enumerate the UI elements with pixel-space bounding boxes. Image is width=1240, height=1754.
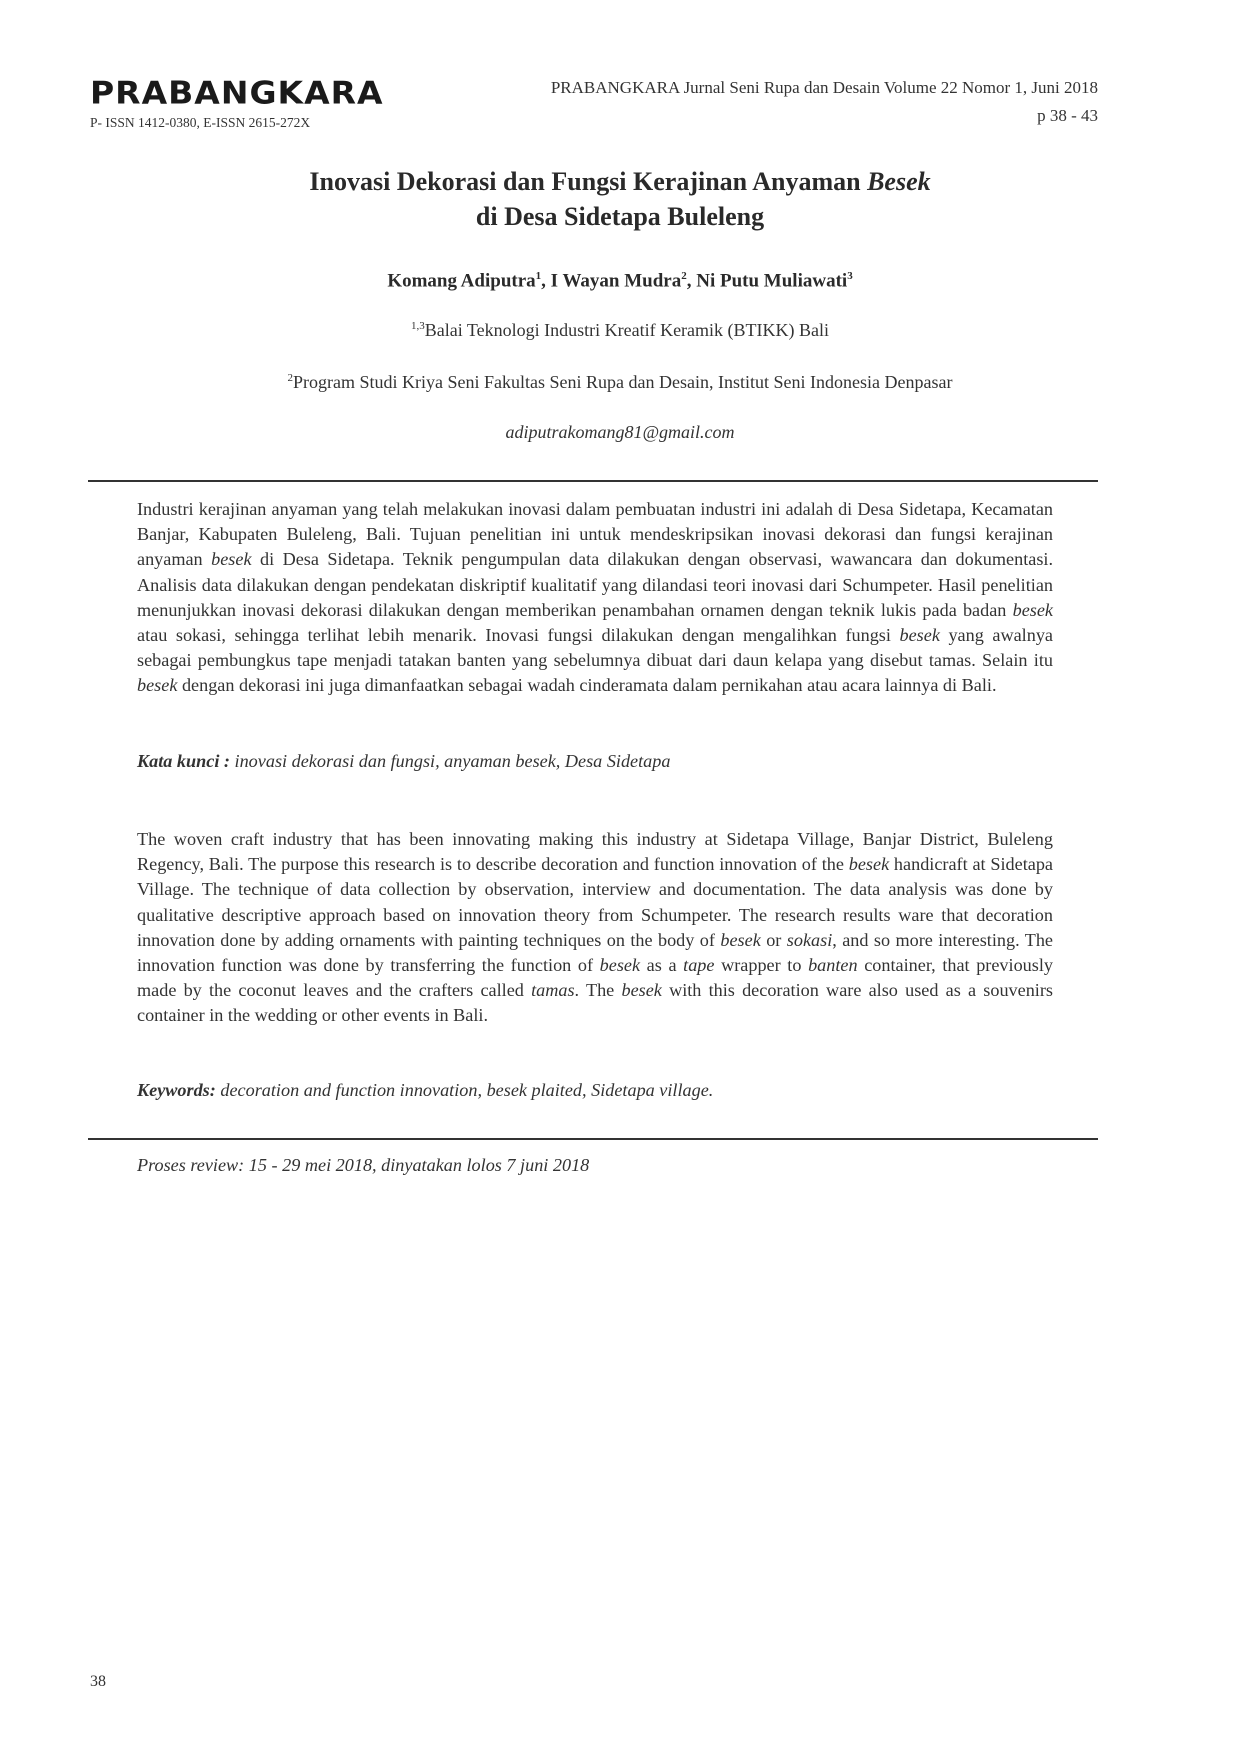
affiliation-2-text: Program Studi Kriya Seni Fakultas Seni Rupa dan Desain, Institut Seni Indonesia Denpasar (293, 372, 953, 392)
divider-bottom (88, 1138, 1098, 1140)
author-affiliation-mark: 3 (847, 270, 853, 282)
title-line-1-text: Inovasi Dekorasi dan Fungsi Kerajinan Anyaman (309, 167, 868, 196)
abstract-id-text: Industri kerajinan anyaman yang telah melakukan inovasi dalam pembuatan industri ini adalah di Desa Sidetapa, Kecamatan Banjar, Kabupaten Buleleng, Bali. Tujuan penelitian ini untuk mendeskripsikan inovasi dekorasi dan fungsi kerajinan anyaman (137, 499, 1053, 570)
abstract-en-text: wrapper to (714, 955, 809, 976)
abstract-en-italic: besek (720, 929, 761, 950)
title-line-1 (0, 164, 1240, 199)
author-list (0, 270, 1240, 292)
corresponding-email: adiputrakomang81@gmail.com (505, 422, 735, 442)
abstract-id-italic: besek (211, 549, 252, 570)
keywords-en-text: decoration and function innovation, besek plaited, Sidetapa village. (215, 1080, 714, 1100)
abstract-en-italic: banten (808, 955, 858, 976)
journal-info (551, 74, 1098, 130)
abstract-en-italic: sokasi (786, 929, 833, 950)
keywords-english (137, 1080, 1053, 1101)
keywords-id-label: Kata kunci : (137, 751, 230, 771)
abstract-id-italic: besek (137, 675, 178, 696)
divider-top (88, 480, 1098, 482)
page-range: p 38 - 43 (1037, 106, 1098, 125)
abstract-en-text: with this decoration ware also used as a souvenirs container in the wedding or other events in Bali. (137, 980, 1053, 1026)
issn-line: P- ISSN 1412-0380, E-ISSN 2615-272X (90, 115, 311, 130)
affiliation-1-mark: 1,3 (410, 320, 425, 332)
author-affiliation-mark: 1 (535, 270, 542, 282)
abstract-id-text: atau sokasi, sehingga terlihat lebih menarik. Inovasi fungsi dilakukan dengan mengalihkan fungsi (137, 625, 900, 646)
review-note: Proses review: 15 - 29 mei 2018, dinyatakan lolos 7 juni 2018 (137, 1155, 590, 1175)
abstract-en-text: The woven craft industry that has been innovating making this industry at Sidetapa Village, Banjar District, Buleleng Regency, Bali. The purpose this research is to describe decoration and function innovation of the (137, 829, 1053, 875)
keywords-id-text: inovasi dekorasi dan fungsi, anyaman besek, Desa Sidetapa (229, 751, 671, 771)
affiliation-1 (0, 320, 1240, 341)
author-name: Ni Putu Muliawati (696, 270, 848, 292)
abstract-indonesian (137, 497, 1053, 699)
abstract-en-text: , and so more interesting. The innovation function was done by transferring the function of (137, 929, 1053, 976)
journal-logo: PRABANGKARA (90, 73, 384, 112)
abstract-en-text: handicraft at Sidetapa Village. The technique of data collection by observation, interview and documentation. The data analysis was done by qualitative descriptive approach based on innovation theory from Schumpeter. The research results ware that decoration innovation done by adding ornaments with painting techniques on the body of (137, 854, 1053, 950)
abstract-id-italic: besek (899, 625, 940, 646)
abstract-en-text: container, that previously made by the coconut leaves and the crafters called (137, 955, 1053, 1001)
abstract-id-text: di Desa Sidetapa. Teknik pengumpulan data dilakukan dengan observasi, wawancara dan dokumentasi. Analisis data dilakukan dengan pendekatan diskriptif kualitatif yang dilandasi teori inovasi dari Schumpeter. Hasil penelitian menunjukkan inovasi dekorasi dilakukan dengan memberikan penambahan ornamen dengan teknik lukis pada badan (137, 549, 1053, 620)
abstract-en-italic: besek (848, 854, 890, 875)
abstract-en-italic: besek (621, 980, 662, 1001)
abstract-en-text: as a (640, 955, 684, 976)
abstract-id-italic: besek (1012, 599, 1053, 620)
abstract-en-italic: tamas (531, 980, 575, 1001)
author-name: I Wayan Mudra (550, 270, 682, 292)
affiliation-2-mark: 2 (287, 372, 294, 384)
author-name: Komang Adiputra (387, 270, 536, 292)
author-separator: , (541, 270, 551, 292)
abstract-en-text: . The (574, 980, 622, 1001)
abstract-en-text: or (760, 929, 787, 950)
abstract-en-italic: besek (599, 955, 641, 976)
author-separator: , (686, 270, 697, 292)
journal-citation: PRABANGKARA Jurnal Seni Rupa dan Desain Volume 22 Nomor 1, Juni 2018 (550, 78, 1098, 97)
abstract-id-text: dengan dekorasi ini juga dimanfaatkan sebagai wadah cinderamata dalam pernikahan atau acara lainnya di Bali. (177, 675, 997, 696)
title-line-2: di Desa Sidetapa Buleleng (475, 202, 765, 231)
keywords-indonesian (137, 751, 1053, 772)
abstract-id-text: yang awalnya sebagai pembungkus tape menjadi tatakan banten yang sebelumnya dibuat dari daun kelapa yang disebut tamas. Selain itu (137, 625, 1053, 671)
author-affiliation-mark: 2 (681, 270, 687, 282)
affiliation-1-text: Balai Teknologi Industri Kreatif Keramik (BTIKK) Bali (424, 320, 830, 340)
affiliation-2 (0, 372, 1240, 393)
keywords-en-label: Keywords: (137, 1080, 216, 1100)
article-title (0, 164, 1240, 234)
title-line-1-italic: Besek (867, 167, 931, 196)
page-number: 38 (90, 1673, 106, 1690)
abstract-english (137, 827, 1053, 1029)
abstract-en-italic: tape (683, 955, 715, 976)
